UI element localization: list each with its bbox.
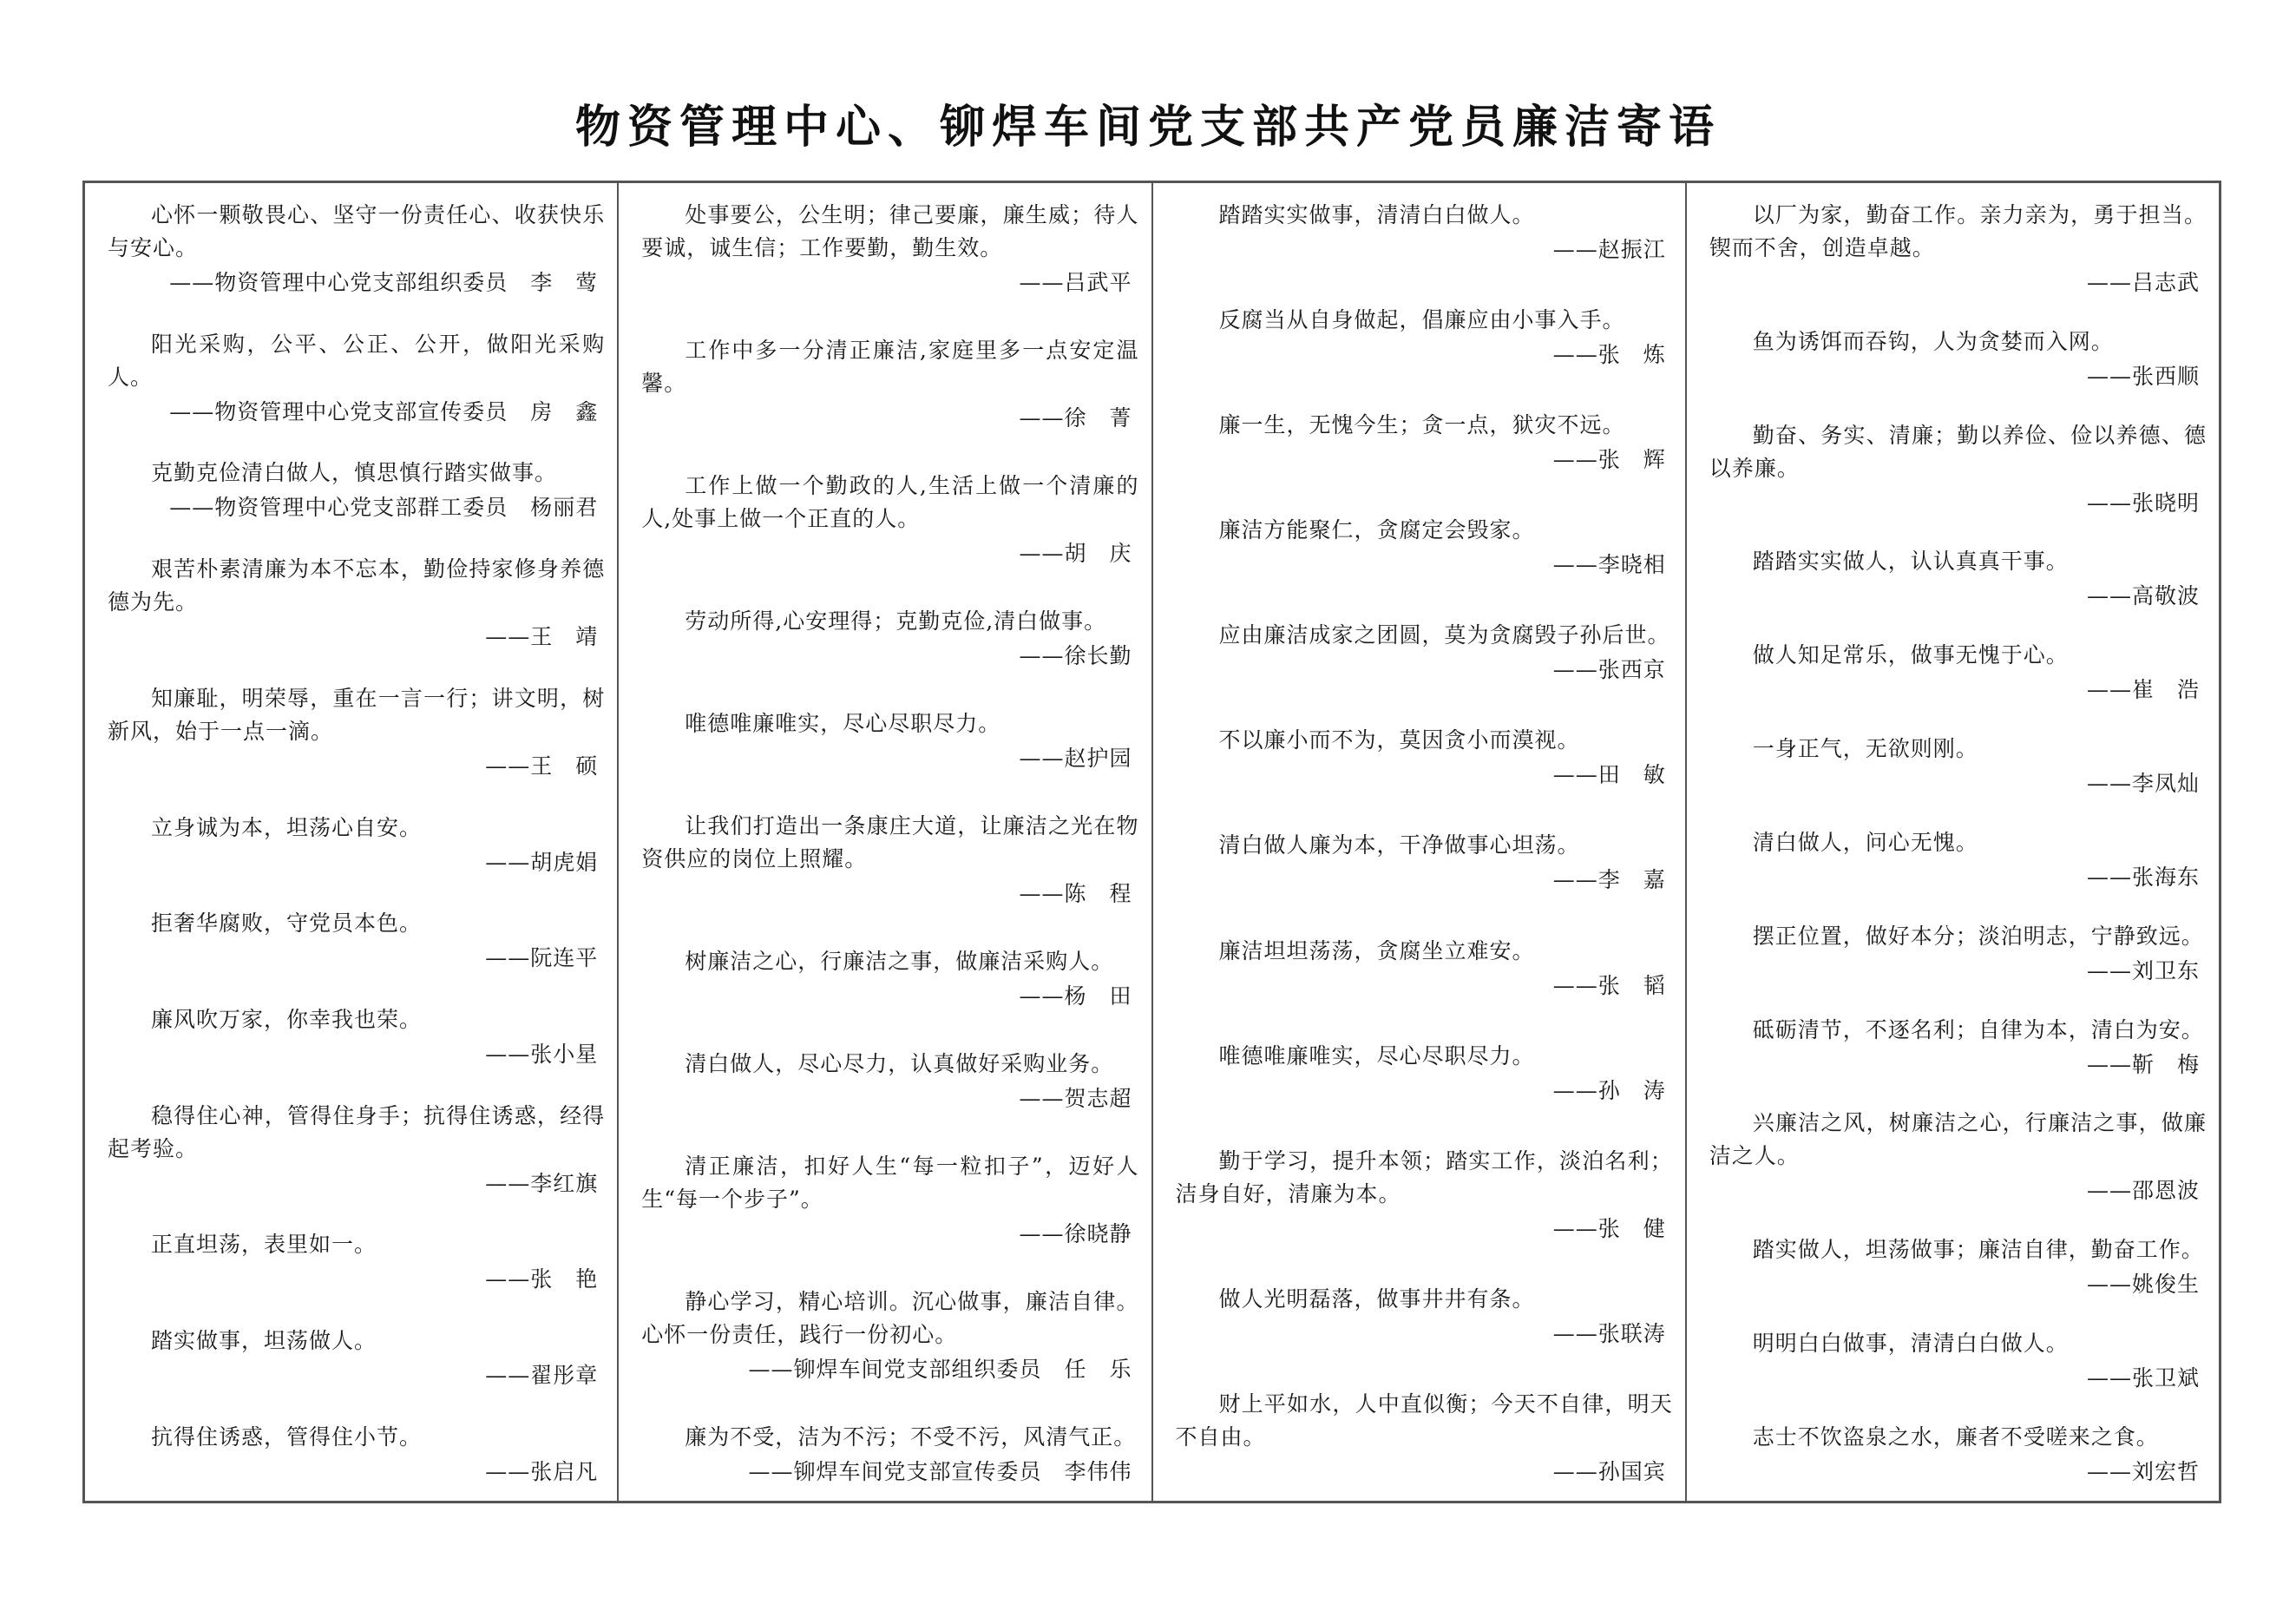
quote-signature: ——靳 梅	[2086, 1051, 2200, 1077]
quote-signature: ——王 硕	[485, 753, 599, 779]
quote-text: 清白做人，问心无愧。	[1752, 829, 1978, 855]
quote-item	[1176, 1040, 1673, 1108]
quote-text: 明明白白做事，清清白白做人。	[1752, 1331, 2069, 1357]
quote-text: 静心学习，精心培训。沉心做事，廉洁自律。心怀一份责任，践行一份初心。	[641, 1289, 1139, 1347]
quote-signature: ——铆焊车间党支部宣传委员 李伟伟	[748, 1459, 1132, 1484]
quote-text: 踏实做事，坦荡做人。	[151, 1328, 377, 1354]
quote-text: 艰苦朴素清廉为本不忘本，勤俭持家修身养德德为先。	[108, 556, 606, 615]
quote-text: 让我们打造出一条康庄大道，让廉洁之光在物资供应的岗位上照耀。	[641, 813, 1139, 871]
quote-item	[1176, 1388, 1673, 1489]
quote-text: 兴廉洁之风，树廉洁之心，行廉洁之事，做廉洁之人。	[1709, 1110, 2207, 1169]
quote-signature: ——田 敏	[1552, 762, 1666, 788]
quotes-table	[82, 181, 2221, 1503]
quote-text: 知廉耻，明荣辱，重在一言一行；讲文明，树新风，始于一点一滴。	[108, 685, 606, 744]
page-title: 物资管理中心、铆焊车间党支部共产党员廉洁寄语	[574, 101, 1721, 154]
quote-item	[1176, 1145, 1673, 1246]
quote-signature: ——张联涛	[1552, 1320, 1666, 1346]
quote-item	[108, 1100, 605, 1200]
quote-item	[1709, 1421, 2207, 1489]
quote-item	[108, 553, 605, 654]
quote-signature: ——张海东	[2086, 864, 2200, 890]
quote-signature: ——李凤灿	[2086, 771, 2200, 797]
quote-text: 砥砺清节，不逐名利；自律为本，清白为安。	[1752, 1016, 2204, 1042]
quote-text: 应由廉洁成家之团圆，莫为贪腐毁子孙后世。	[1218, 622, 1670, 648]
quote-item	[1176, 1283, 1673, 1351]
quote-text: 廉洁坦坦荡荡，贪腐坐立难安。	[1218, 937, 1535, 963]
quote-signature: ——翟彤章	[485, 1363, 599, 1389]
quote-item	[108, 1228, 605, 1296]
quote-signature: ——陈 程	[1019, 881, 1132, 906]
quote-text: 唯德唯廉唯实，尽心尽职尽力。	[685, 711, 1001, 736]
quote-text: 工作上做一个勤政的人,生活上做一个清廉的人,处事上做一个正直的人。	[641, 473, 1139, 531]
quote-text: 财上平如水，人中直似衡；今天不自律，明天不自由。	[1175, 1391, 1673, 1450]
quote-text: 清白做人廉为本，干净做事心坦荡。	[1218, 832, 1580, 858]
quote-text: 反腐当从自身做起，倡廉应由小事入手。	[1218, 307, 1625, 333]
quote-text: 一身正气，无欲则刚。	[1752, 736, 1978, 762]
quote-signature: ——孙国宾	[1552, 1458, 1666, 1484]
column-4	[1687, 183, 2219, 1501]
quote-signature: ——高敬波	[2086, 583, 2200, 609]
quote-text: 处事要公，公生明；律己要廉，廉生威；待人要诚，诚生信；工作要勤，勤生效。	[641, 202, 1139, 260]
quote-item	[641, 605, 1138, 673]
quote-text: 踏实做人，坦荡做事；廉洁自律，勤奋工作。	[1752, 1237, 2204, 1263]
quote-signature: ——吕武平	[1019, 270, 1132, 295]
quote-text: 清正廉洁，扣好人生“每一粒扣子”，迈好人生“每一个步子”。	[641, 1154, 1139, 1212]
quote-signature: ——张启凡	[485, 1458, 599, 1484]
quote-text: 踏踏实实做事，清清白白做人。	[1218, 202, 1535, 227]
quote-text: 做人光明磊落，做事井井有条。	[1218, 1285, 1535, 1312]
quote-signature: ——李 嘉	[1552, 867, 1666, 893]
quote-item	[1176, 619, 1673, 687]
quote-signature: ——李红旗	[485, 1170, 599, 1196]
quote-text: 唯德唯廉唯实，尽心尽职尽力。	[1218, 1042, 1535, 1068]
quote-item	[1176, 409, 1673, 477]
quote-item	[1709, 1233, 2207, 1301]
quote-item	[641, 810, 1138, 911]
quote-signature: ——张 健	[1552, 1215, 1666, 1241]
quote-signature: ——姚俊生	[2086, 1272, 2200, 1298]
quote-signature: ——胡虎娟	[485, 849, 599, 875]
quote-text: 志士不饮盗泉之水，廉者不受嗟来之食。	[1752, 1423, 2159, 1450]
quote-text: 勤奋、务实、清廉；勤以养俭、俭以养德、德以养廉。	[1709, 422, 2207, 481]
quote-signature: ——张 炼	[1552, 342, 1666, 368]
quote-signature: ——刘卫东	[2086, 957, 2200, 983]
quote-text: 工作中多一分清正廉洁,家庭里多一点安定温馨。	[641, 338, 1139, 396]
quote-text: 鱼为诱饵而吞钩，人为贪婪而入网。	[1752, 328, 2114, 354]
column-1	[85, 183, 619, 1501]
quote-item	[108, 682, 605, 783]
quote-signature: ——阮连平	[485, 945, 599, 971]
quote-text: 清白做人，尽心尽力，认真做好采购业务。	[685, 1051, 1114, 1076]
quote-item	[108, 328, 605, 429]
quote-item	[108, 907, 605, 975]
quote-text: 不以廉小而不为，莫因贪小而漠视。	[1218, 727, 1580, 753]
quote-text: 勤于学习，提升本领；踏实工作，淡泊名利；洁身自好，清廉为本。	[1175, 1147, 1673, 1206]
column-3	[1153, 183, 1687, 1501]
quote-item	[108, 1003, 605, 1071]
quote-signature: ——王 靖	[485, 624, 599, 650]
quote-signature: ——物资管理中心党支部群工委员 杨丽君	[169, 495, 599, 521]
quote-text: 心怀一颗敬畏心、坚守一份责任心、收获快乐与安心。	[108, 202, 606, 260]
quote-signature: ——物资管理中心党支部组织委员 李 莺	[169, 270, 599, 295]
quote-item	[641, 334, 1138, 435]
quote-signature: ——赵护园	[1019, 746, 1132, 771]
quote-item	[641, 945, 1138, 1013]
quote-item	[108, 199, 605, 299]
quote-text: 劳动所得,心安理得；克勤克俭,清白做事。	[685, 608, 1107, 634]
quote-text: 廉洁方能聚仁，贪腐定会毁家。	[1218, 517, 1535, 543]
quote-signature: ——张卫斌	[2086, 1365, 2200, 1391]
quote-item	[641, 199, 1138, 299]
quote-signature: ——贺志超	[1019, 1086, 1132, 1111]
quote-text: 正直坦荡，表里如一。	[151, 1232, 377, 1258]
quote-signature: ——张西京	[1552, 657, 1666, 683]
quote-item	[1709, 1327, 2207, 1395]
quote-item	[1176, 199, 1673, 266]
quote-signature: ——李晓相	[1552, 552, 1666, 578]
quote-text: 做人知足常乐，做事无愧于心。	[1752, 642, 2069, 668]
quote-text: 抗得住诱惑，管得住小节。	[151, 1423, 423, 1450]
quote-text: 廉为不受，洁为不污；不受不污，风清气正。	[685, 1424, 1137, 1450]
quote-item	[1709, 639, 2207, 707]
quote-signature: ——胡 庆	[1019, 541, 1132, 566]
quote-text: 稳得住心神，管得住身手；抗得住诱惑，经得起考验。	[108, 1102, 606, 1161]
quote-item	[641, 1150, 1138, 1251]
quote-item	[1709, 1107, 2207, 1207]
quote-item	[108, 1421, 605, 1489]
quote-item	[1709, 920, 2207, 988]
quote-signature: ——张晓明	[2086, 490, 2200, 516]
quote-item	[108, 812, 605, 879]
quote-item	[641, 1048, 1138, 1115]
quote-item	[1709, 826, 2207, 894]
quote-item	[641, 1421, 1138, 1489]
quote-item	[1176, 829, 1673, 897]
quote-item	[641, 470, 1138, 570]
quote-signature: ——赵振江	[1552, 237, 1666, 262]
quote-text: 立身诚为本，坦荡心自安。	[151, 814, 423, 840]
quote-text: 廉一生，无愧今生；贪一点，狱灾不远。	[1218, 412, 1625, 438]
column-2	[619, 183, 1152, 1501]
quote-text: 以厂为家，勤奋工作。亲力亲为，勇于担当。锲而不舍，创造卓越。	[1709, 202, 2207, 260]
quote-signature: ——铆焊车间党支部组织委员 任 乐	[748, 1357, 1132, 1382]
quote-text: 拒奢华腐败，守党员本色。	[151, 911, 423, 937]
quote-item	[1709, 733, 2207, 800]
quote-signature: ——刘宏哲	[2086, 1458, 2200, 1484]
quote-item	[1709, 325, 2207, 393]
quote-item	[1176, 514, 1673, 582]
quote-signature: ——张西顺	[2086, 363, 2200, 389]
quote-item	[641, 707, 1138, 775]
quote-item	[108, 1325, 605, 1392]
quote-signature: ——物资管理中心党支部宣传委员 房 鑫	[169, 398, 599, 424]
quote-item	[1709, 419, 2207, 520]
quote-item	[1709, 1014, 2207, 1082]
quote-signature: ——张 艳	[485, 1266, 599, 1292]
quote-text: 踏踏实实做人，认认真真干事。	[1752, 549, 2069, 575]
quote-text: 廉风吹万家，你幸我也荣。	[151, 1007, 423, 1033]
quote-item	[108, 457, 605, 524]
quote-item	[1709, 545, 2207, 613]
quote-text: 克勤克俭清白做人，慎思慎行踏实做事。	[151, 460, 558, 486]
quote-item	[1709, 199, 2207, 299]
quote-item	[1176, 304, 1673, 371]
quote-signature: ——徐 菁	[1019, 405, 1132, 431]
quote-text: 摆正位置，做好本分；淡泊明志，宁静致远。	[1752, 923, 2204, 949]
quote-item	[641, 1285, 1138, 1386]
quote-signature: ——徐晓静	[1019, 1221, 1132, 1246]
quote-signature: ——张 辉	[1552, 447, 1666, 473]
quote-item	[1176, 724, 1673, 792]
quote-signature: ——徐长勤	[1019, 643, 1132, 668]
quote-item	[1176, 935, 1673, 1003]
quote-signature: ——邵恩波	[2086, 1178, 2200, 1204]
quote-signature: ——张 韬	[1552, 972, 1666, 998]
quote-signature: ——孙 涛	[1552, 1077, 1666, 1103]
quote-text: 阳光采购，公平、公正、公开，做阳光采购人。	[108, 331, 606, 390]
quote-text: 树廉洁之心，行廉洁之事，做廉洁采购人。	[685, 949, 1114, 974]
quote-signature: ——吕志武	[2086, 270, 2200, 295]
quote-signature: ——张小星	[485, 1042, 599, 1068]
quote-signature: ——杨 田	[1019, 983, 1132, 1009]
quote-signature: ——崔 浩	[2086, 677, 2200, 703]
